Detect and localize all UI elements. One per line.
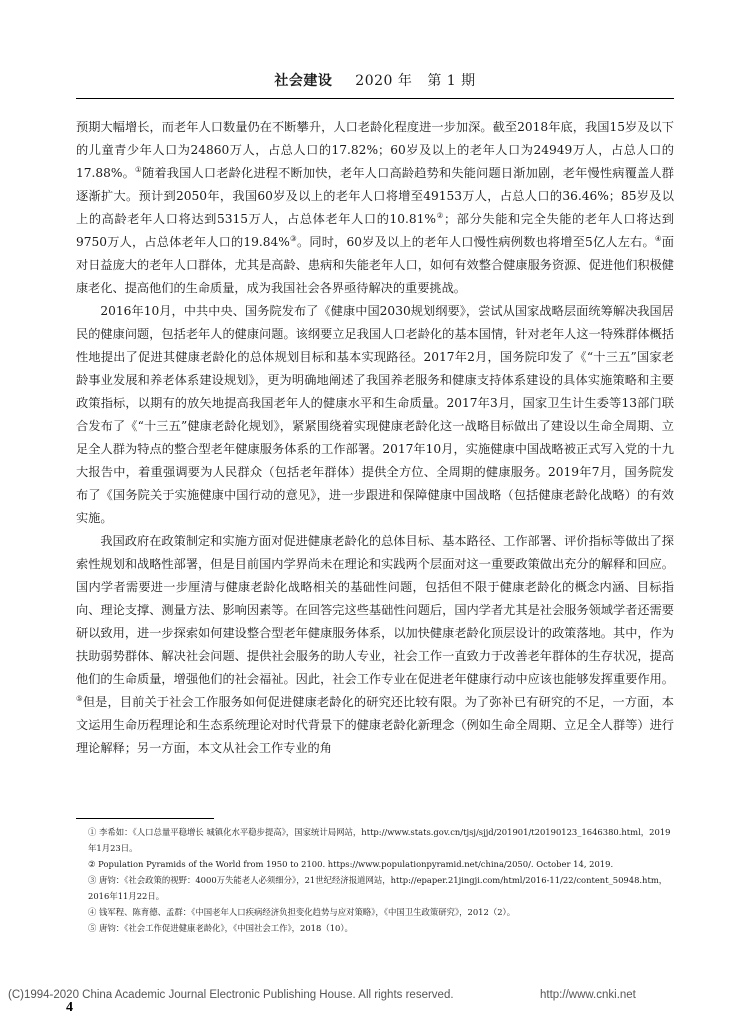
- footnote-4: ④ 钱军程、陈育德、孟群：《中国老年人口疾病经济负担变化趋势与应对策略》，《中国卫生政策研究》，2012（2）。: [88, 907, 516, 917]
- paragraph-1-text-d: 。同时，60岁及以上的老年人口慢性病例数也将增至5亿人左右。: [296, 235, 655, 249]
- paragraph-1: [76, 116, 674, 300]
- footnote-2: ② Population Pyramids of the World from 1950 to 2100. https://www.populationpyramid.net/china/2050/. October 14, 2019.: [88, 859, 614, 869]
- footnote-1: ① 李希如：《人口总量平稳增长 城镇化水平稳步提高》，国家统计局网站，http://www.stats.gov.cn/tjsj/sjjd/201901/t20190123_1646380.html，2019年1月23日。: [88, 827, 671, 853]
- issue-year: 2020 年: [355, 73, 413, 89]
- paragraph-1-text-b: 随着我国人口老龄化进程不断加快，老年人口高龄趋势和失能问题日渐加剧，老年慢性病覆盖人群逐渐扩大。预计到2050年，我国60岁及以上的老年人口将增至49153万人，占总人口的36.46%；85岁及以上的高龄老年人口将达到5315万人，占总体老年人口的10.81%: [76, 166, 674, 226]
- paragraph-3-text-b: 但是，目前关于社会工作服务如何促进健康老龄化的研究还比较有限。为了弥补已有研究的不足，一方面，本文运用生命历程理论和生态系统理论对时代背景下的健康老龄化新理念（例如生命全周期、立足全人群等）进行理论解释；另一方面，本文从社会工作专业的角: [76, 695, 674, 755]
- paragraph-2: 2016年10月，中共中央、国务院发布了《健康中国2030规划纲要》，尝试从国家战略层面统筹解决我国居民的健康问题，包括老年人的健康问题。该纲要立足我国人口老龄化的基本国情，针对老年人这一特殊群体概括性地提出了促进其健康老龄化的总体规划目标和基本实现路径。2017年2月，国务院印发了《“十三五”国家老龄事业发展和养老体系建设规划》，更为明确地阐述了我国养老服务和健康支持体系建设的具体实施策略和主要政策指标，以期有的放矢地提高我国老年人的健康水平和生命质量。2017年3月，国家卫生计生委等13部门联合发布了《“十三五”健康老龄化规划》，紧紧围绕着实现健康老龄化这一战略目标做出了建设以生命全周期、立足全人群为特点的整合型老年健康服务体系的工作部署。2017年10月，实施健康中国战略被正式写入党的十九大报告中，着重强调要为人民群众（包括老年群体）提供全方位、全周期的健康服务。2019年7月，国务院发布了《国务院关于实施健康中国行动的意见》，进一步跟进和保障健康中国战略（包括健康老龄化战略）的有效实施。: [76, 304, 674, 525]
- paragraph-1-text-c: ；部分失能和完全失能的老年人口将达到9750万人，占总体老年人口的19.84%: [76, 212, 674, 249]
- footnotes: [76, 824, 674, 936]
- issue-number: 第 1 期: [427, 73, 476, 89]
- paragraph-3-text-a: 我国政府在政策制定和实施方面对促进健康老龄化的总体目标、基本路径、工作部署、评价指标等做出了探索性规划和战略性部署，但是目前国内学界尚未在理论和实践两个层面对这一重要政策做出充分的解释和回应。国内学者需要进一步厘清与健康老龄化战略相关的基础性问题，包括但不限于健康老龄化的概念内涵、目标指向、理论支撑、测量方法、影响因素等。在回答完这些基础性问题后，国内学者尤其是社会服务领域学者还需要研以致用，进一步探索如何建设整合型老年健康服务体系，以加快健康老龄化顶层设计的政策落地。其中，作为扶助弱势群体、解决社会问题、提供社会服务的助人专业，社会工作一直致力于改善老年群体的生存状况，提高他们的生命质量，增强他们的社会福祉。因此，社会工作专业在促进老年健康行动中应该也能够发挥重要作用。: [76, 534, 674, 686]
- footnote-ref-5[interactable]: ⑤: [76, 693, 83, 703]
- footnote-divider: [76, 818, 214, 819]
- footnote-ref-3[interactable]: ③: [289, 233, 297, 243]
- page-number: 4: [66, 1000, 73, 1015]
- running-header: [0, 70, 750, 90]
- header-divider: [76, 98, 674, 99]
- journal-title: 社会建设: [274, 73, 333, 89]
- publisher-website-link[interactable]: http://www.cnki.net: [540, 989, 636, 1001]
- article-body: [76, 116, 674, 760]
- paragraph-3: [76, 530, 674, 760]
- footnote-ref-2[interactable]: ②: [436, 210, 444, 220]
- footnote-5: ⑤ 唐钧：《社会工作促进健康老龄化》，《中国社会工作》，2018（10）。: [88, 923, 353, 933]
- footnote-ref-1[interactable]: ①: [135, 164, 142, 174]
- paragraph-1-text-a: 预期大幅增长，而老年人口数量仍在不断攀升，人口老龄化程度进一步加深。截至2018年底，我国15岁及以下的儿童青少年人口为24860万人，占总人口的17.82%；60岁及以上的老年人口为24949万人，占总人口的17.88%。: [76, 120, 674, 180]
- footnote-ref-4[interactable]: ④: [654, 233, 662, 243]
- copyright-notice: (C)1994-2020 China Academic Journal Electronic Publishing House. All rights reserved.: [8, 989, 454, 1001]
- paragraph-1-text-e: 面对日益庞大的老年人口群体，尤其是高龄、患病和失能老年人口，如何有效整合健康服务资源、促进他们积极健康老化、提高他们的生命质量，成为我国社会各界亟待解决的重要挑战。: [76, 235, 674, 295]
- footnote-3: ③ 唐钧：《社会政策的视野：4000万失能老人必须细分》，21世纪经济报道网站，http://epaper.21jingji.com/html/2016-11/22/content_50948.htm，2016年11月22日。: [88, 875, 668, 901]
